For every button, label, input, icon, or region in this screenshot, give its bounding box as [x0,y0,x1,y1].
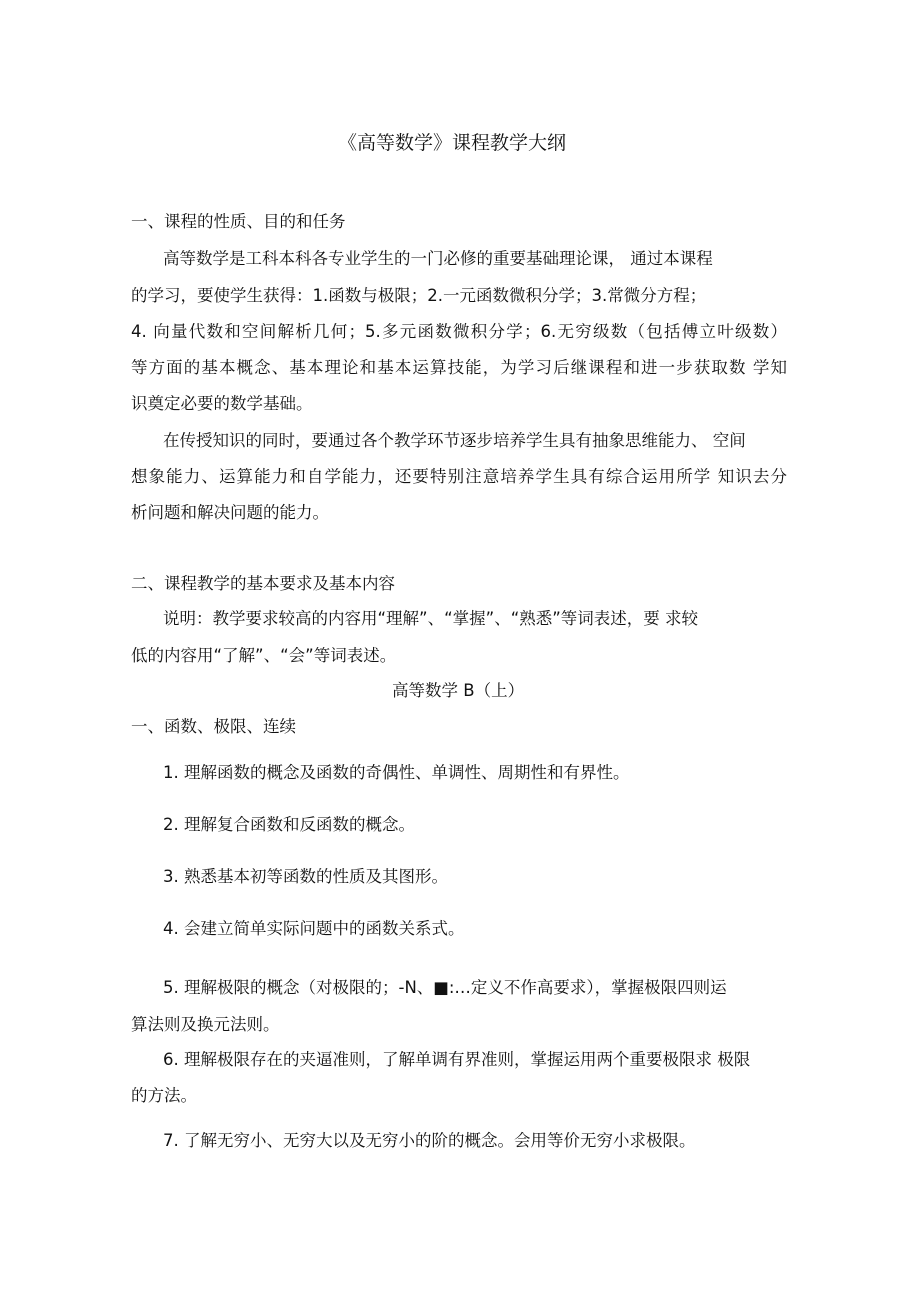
list-item: 4. 会建立简单实际问题中的函数关系式。 [163,919,465,938]
paragraph-line: 想象能力、运算能力和自学能力，还要特别注意培养学生具有综合运用所学 知识去分 [131,467,787,486]
list-item-continuation: 的方法。 [131,1086,197,1105]
chapter-heading: 一、函数、极限、连续 [131,717,296,736]
paragraph-line: 在传授知识的同时，要通过各个教学环节逐步培养学生具有抽象思维能力、 空间 [163,431,746,450]
list-item: 6. 理解极限存在的夹逼准则，了解单调有界准则，掌握运用两个重要极限求 极限 [163,1050,751,1069]
section-heading-1: 一、课程的性质、目的和任务 [131,212,346,231]
note-line: 低的内容用“了解”、“会”等词表述。 [131,646,397,665]
paragraph-line: 识奠定必要的数学基础。 [131,394,313,413]
list-item: 5. 理解极限的概念（对极限的；-N、■:…定义不作高要求），掌握极限四则运 [163,978,727,997]
document-title: 《高等数学》课程教学大纲 [338,132,567,154]
note-line: 说明：教学要求较高的内容用“理解”、“掌握”、“熟悉”等词表述，要 求较 [163,609,699,628]
list-item: 7. 了解无穷小、无穷大以及无穷小的阶的概念。会用等价无穷小求极限。 [163,1131,696,1150]
section-heading-2: 二、课程教学的基本要求及基本内容 [131,574,395,593]
list-item-continuation: 算法则及换元法则。 [131,1015,280,1034]
paragraph-line: 4. 向量代数和空间解析几何；5.多元函数微积分学；6.无穷级数（包括傅立叶级数） [131,322,787,341]
paragraph-line: 的学习，要使学生获得：1.函数与极限；2.一元函数微积分学；3.常微分方程； [131,286,707,305]
list-item: 1. 理解函数的概念及函数的奇偶性、单调性、周期性和有界性。 [163,763,630,782]
paragraph-line: 析问题和解决问题的能力。 [131,503,329,522]
list-item: 2. 理解复合函数和反函数的概念。 [163,815,415,834]
paragraph-line: 高等数学是工科本科各专业学生的一门必修的重要基础理论课， 通过本课程 [163,249,713,268]
list-item: 3. 熟悉基本初等函数的性质及其图形。 [163,867,448,886]
paragraph-line: 等方面的基本概念、基本理论和基本运算技能，为学习后继课程和进一步获取数 学知 [131,358,787,377]
course-subtitle: 高等数学 B（上） [392,681,525,700]
